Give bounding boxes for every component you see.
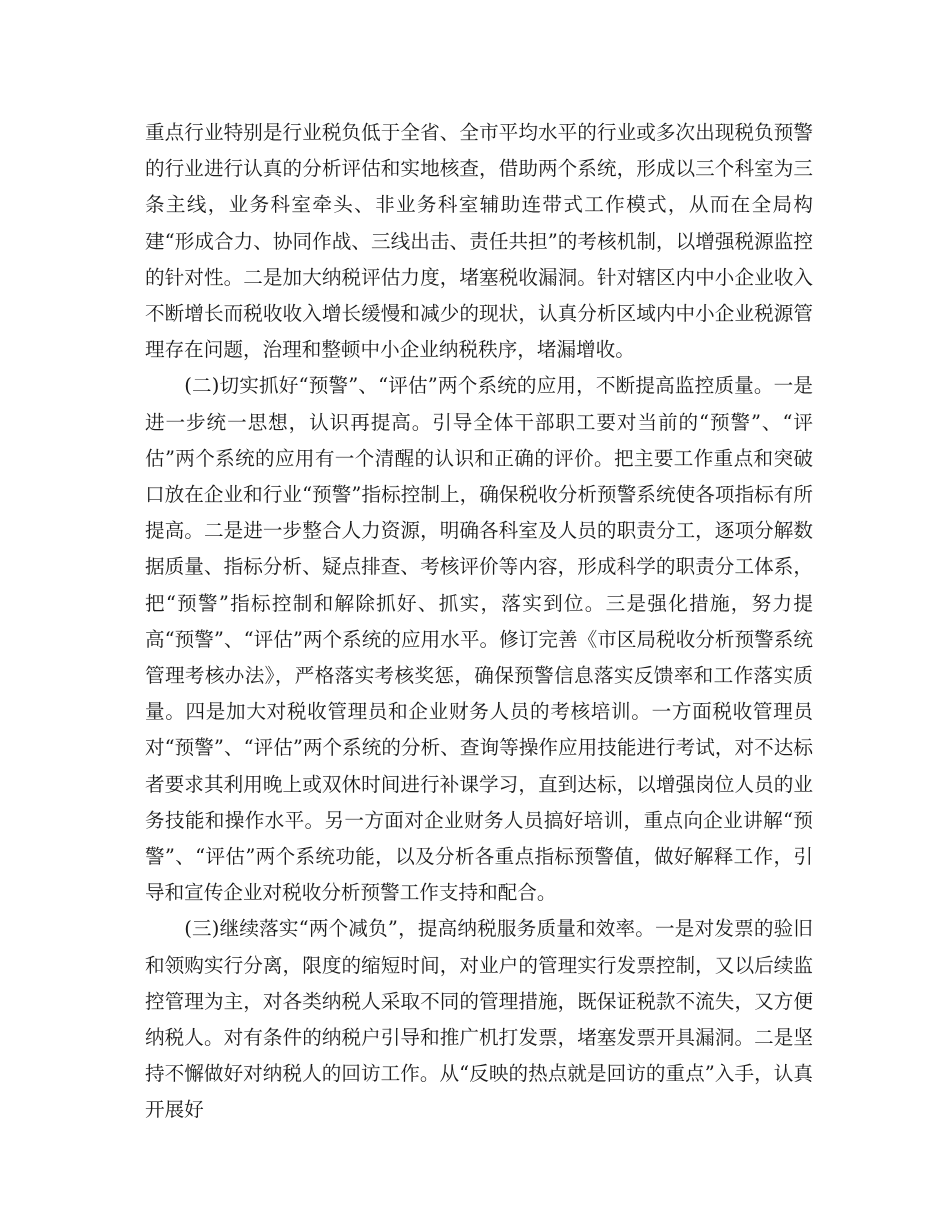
paragraph-section-two: (二)切实抓好“预警”、“评估”两个系统的应用，不断提高监控质量。一是进一步统一思想，认识再提高。引导全体干部职工要对当前的“预警”、“评估”两个系统的应用有一个清醒的认识和正确的评价。把主要工作重点和突破口放在企业和行业“预警”指标控制上，确保税收分析预警系统使各项指标有所提高。二是进一步整合人力资源，明确各科室及人员的职责分工，逐项分解数据质量、指标分析、疑点排查、考核评价等内容，形成科学的职责分工体系，把“预警”指标控制和解除抓好、抓实，落实到位。三是强化措施，努力提高“预警”、“评估”两个系统的应用水平。修订完善《市区局税收分析预警系统管理考核办法》，严格落实考核奖惩，确保预警信息落实反馈率和工作落实质量。四是加大对税收管理员和企业财务人员的考核培训。一方面税收管理员对“预警”、“评估”两个系统的分析、查询等操作应用技能进行考试，对不达标者要求其利用晚上或双休时间进行补课学习，直到达标，以增强岗位人员的业务技能和操作水平。另一方面对企业财务人员搞好培训，重点向企业讲解“预警”、“评估”两个系统功能，以及分析各重点指标预警值，做好解释工作，引导和宣传企业对税收分析预警工作支持和配合。 [145,374,813,905]
paragraph-section-three: (三)继续落实“两个减负”，提高纳税服务质量和效率。一是对发票的验旧和领购实行分离，限度的缩短时间，对业户的管理实行发票控制，又以后续监控管理为主，对各类纳税人采取不同的管理措施，既保证税款不流失，又方便纳税人。对有条件的纳税户引导和推广机打发票，堵塞发票开具漏洞。二是坚持不懈做好对纳税人的回访工作。从“反映的热点就是回访的重点”入手，认真开展好 [145,917,813,1122]
document-body [145,115,813,1129]
paragraph-continuation: 重点行业特别是行业税负低于全省、全市平均水平的行业或多次出现税负预警的行业进行认真的分析评估和实地核查，借助两个系统，形成以三个科室为三条主线，业务科室牵头、非业务科室辅助连带式工作模式，从而在全局构建“形成合力、协同作战、三线出击、责任共担”的考核机制，以增强税源监控的针对性。二是加大纳税评估力度，堵塞税收漏洞。针对辖区内中小企业收入不断增长而税收收入增长缓慢和减少的现状，认真分析区域内中小企业税源管理存在问题，治理和整顿中小企业纳税秩序，堵漏增收。 [145,121,813,362]
